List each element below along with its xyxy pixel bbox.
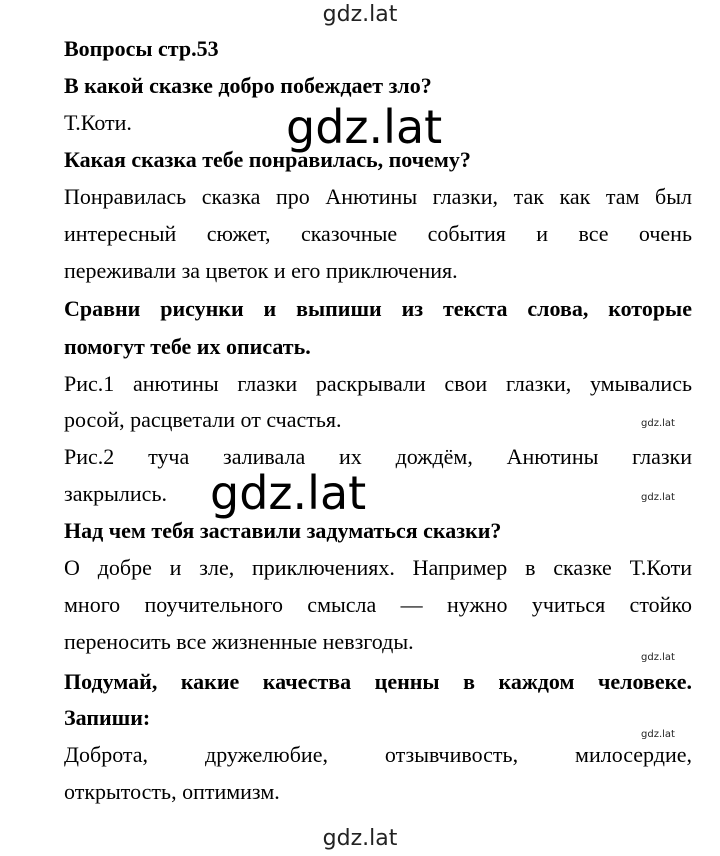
answer-2-line-3: переживали за цветок и его приключения. (64, 258, 458, 283)
answer-4-line-1: О добре и зле, приключениях. Например в сказке Т.Коти (64, 555, 692, 580)
answer-3b-line-2: закрылись. (64, 481, 167, 506)
answer-3b-line-1: Рис.2 туча заливала их дождём, Анютины глазки (64, 444, 692, 469)
answer-2-line-1: Понравилась сказка про Анютины глазки, так как там был (64, 184, 692, 209)
watermark-bottom: gdz.lat (322, 826, 398, 851)
answer-3a-line-1: Рис.1 анютины глазки раскрывали свои глазки, умывались (64, 371, 692, 396)
answer-5-line-2: открытость, оптимизм. (64, 779, 280, 804)
watermark-small-2: gdz.lat (641, 492, 675, 503)
question-4: Над чем тебя заставили задуматься сказки? (64, 518, 502, 543)
question-1: В какой сказке добро побеждает зло? (64, 73, 432, 98)
watermark-small-4: gdz.lat (641, 729, 675, 740)
answer-3a-line-2: росой, расцветали от счастья. (64, 407, 342, 432)
page-title: Вопросы стр.53 (64, 36, 219, 61)
answer-5-line-1: Доброта, дружелюбие, отзывчивость, милосердие, (64, 742, 692, 767)
question-3-line-1: Сравни рисунки и выпиши из текста слова, которые (64, 296, 692, 321)
watermark-small-3: gdz.lat (641, 652, 675, 663)
question-3-line-2: помогут тебе их описать. (64, 334, 311, 359)
watermark-small-1: gdz.lat (641, 418, 675, 429)
answer-4-line-2: много поучительного смысла — нужно учиться стойко (64, 592, 692, 617)
watermark-top: gdz.lat (322, 2, 398, 27)
answer-1: Т.Коти. (64, 110, 132, 135)
watermark-large-2: gdz.lat (210, 466, 367, 520)
question-5-line-2: Запиши: (64, 705, 151, 730)
question-5-line-1: Подумай, какие качества ценны в каждом человеке. (64, 669, 692, 694)
watermark-large-1: gdz.lat (286, 100, 443, 154)
question-2: Какая сказка тебе понравилась, почему? (64, 147, 471, 172)
answer-2-line-2: интересный сюжет, сказочные события и все очень (64, 221, 692, 246)
answer-4-line-3: переносить все жизненные невзгоды. (64, 629, 414, 654)
